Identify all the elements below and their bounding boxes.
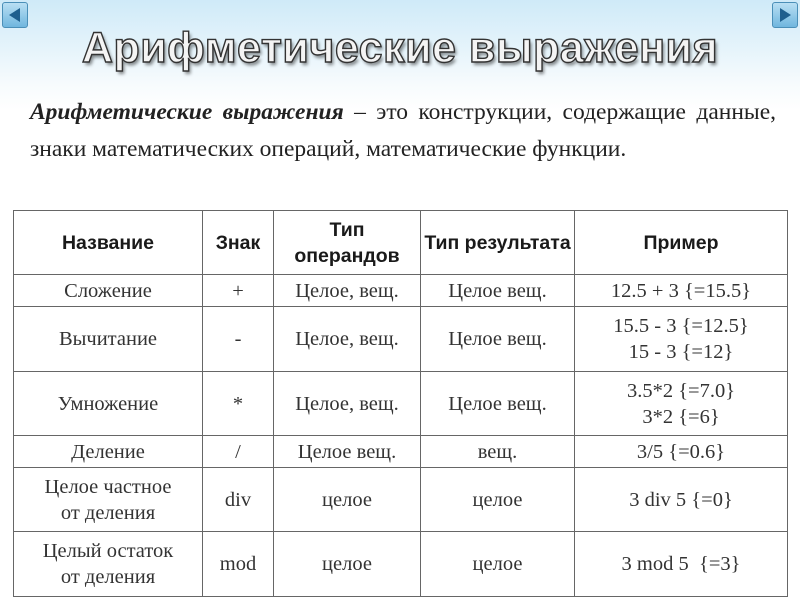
cell-example-line: 3*2 {=6}: [642, 405, 720, 428]
definition-paragraph: [30, 94, 776, 168]
cell-operand-type: целое: [274, 468, 421, 532]
table-row: [14, 468, 788, 532]
triangle-left-icon: [7, 7, 23, 23]
cell-name-line: Умножение: [57, 392, 159, 415]
table-row: [14, 275, 788, 307]
header-result-type-line: результата: [464, 231, 571, 254]
cell-example-line: 15 - 3 {=12}: [628, 341, 734, 363]
header-name: Название: [14, 211, 203, 275]
cell-example-line: 3 div 5 {=0}: [629, 488, 733, 511]
cell-sign: *: [203, 372, 274, 436]
cell-sign: /: [203, 436, 274, 468]
cell-name: [14, 307, 203, 372]
cell-example-line: 12.5 + 3 {=15.5}: [610, 279, 752, 302]
cell-result-type: целое: [421, 468, 575, 532]
cell-name: [14, 275, 203, 307]
header-operand-type-line: операндов: [294, 244, 400, 267]
cell-example: [575, 275, 788, 307]
cell-result-type: Целое вещ.: [421, 275, 575, 307]
header-operand-type-line: Тип: [329, 218, 365, 241]
cell-example-line: 3 mod 5 {=3}: [621, 553, 741, 575]
cell-operand-type: целое: [274, 532, 421, 597]
cell-example: [575, 468, 788, 532]
definition-text: – это конструкции, содержащие данные, знаки математических операций, математические функции.: [30, 99, 776, 162]
header-example: Пример: [575, 211, 788, 275]
table-row: [14, 307, 788, 372]
header-result-type-line: Тип: [424, 231, 460, 254]
header-sign: Знак: [203, 211, 274, 275]
cell-operand-type: Целое вещ.: [274, 436, 421, 468]
cell-name: [14, 468, 203, 532]
cell-sign: -: [203, 307, 274, 372]
cell-name-line: от деления: [60, 566, 156, 588]
table-row: [14, 532, 788, 597]
triangle-right-icon: [777, 7, 793, 23]
slide-title: Арифметические выражения: [81, 24, 719, 72]
cell-operand-type: Целое, вещ.: [274, 275, 421, 307]
cell-example-line: 3.5*2 {=7.0}: [626, 379, 736, 402]
definition-term: Арифметические выражения: [30, 99, 344, 125]
table-row: [14, 372, 788, 436]
cell-name: [14, 372, 203, 436]
table-row: [14, 436, 788, 468]
cell-result-type: Целое вещ.: [421, 307, 575, 372]
cell-example: [575, 436, 788, 468]
cell-operand-type: Целое, вещ.: [274, 307, 421, 372]
cell-example-line: 15.5 - 3 {=12.5}: [613, 315, 749, 337]
cell-name-line: Деление: [71, 440, 145, 463]
cell-sign: +: [203, 275, 274, 307]
cell-result-type: целое: [421, 532, 575, 597]
cell-example: [575, 532, 788, 597]
cell-name-line: Сложение: [64, 279, 152, 302]
cell-example: [575, 372, 788, 436]
cell-operand-type: Целое, вещ.: [274, 372, 421, 436]
cell-name-line: Вычитание: [58, 328, 158, 350]
operations-table: [13, 210, 788, 597]
cell-name: [14, 532, 203, 597]
cell-name: [14, 436, 203, 468]
cell-result-type: Целое вещ.: [421, 372, 575, 436]
header-operand-type: [274, 211, 421, 275]
cell-name-line: Целый остаток: [42, 540, 174, 562]
cell-name-line: Целое частное: [44, 475, 172, 498]
cell-result-type: вещ.: [421, 436, 575, 468]
header-result-type: [421, 211, 575, 275]
cell-example: [575, 307, 788, 372]
cell-sign: div: [203, 468, 274, 532]
cell-sign: mod: [203, 532, 274, 597]
table-header-row: [14, 211, 788, 275]
cell-name-line: от деления: [60, 501, 156, 524]
cell-example-line: 3/5 {=0.6}: [636, 440, 726, 463]
